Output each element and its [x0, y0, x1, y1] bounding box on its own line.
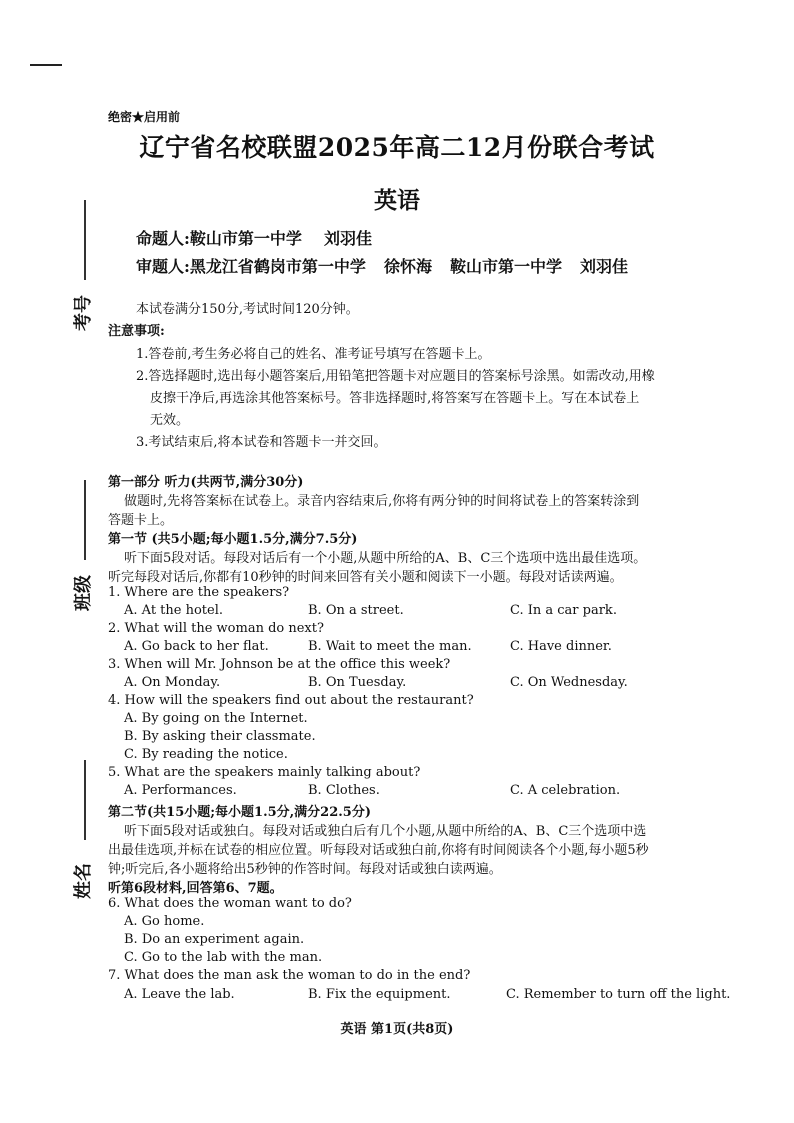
name-line	[84, 760, 86, 840]
q7-option-c: C. Remember to turn off the light.	[506, 987, 731, 1002]
q4-option-c: C. By reading the notice.	[124, 747, 288, 762]
section2-desc-1: 听下面5段对话或独白。每段对话或独白后有几个小题,从题中所给的A、B、C三个选项中选	[124, 824, 647, 839]
reviewer-label: 审题人:	[136, 257, 190, 276]
class-label: 班级	[73, 575, 94, 611]
q6-option-a: A. Go home.	[124, 914, 205, 929]
q6-option-b: B. Do an experiment again.	[124, 932, 305, 947]
question-4: 4. How will the speakers find out about the restaurant?	[108, 693, 474, 708]
question-2: 2. What will the woman do next?	[108, 621, 324, 636]
section2-desc-2: 出最佳选项,并标在试卷的相应位置。听每段对话或独白前,你将有时间阅读各个小题,每小题5秒	[108, 843, 649, 858]
q6-option-c: C. Go to the lab with the man.	[124, 950, 323, 965]
page-footer: 英语 第1页(共8页)	[340, 1022, 454, 1037]
setter-name: 刘羽佳	[323, 229, 372, 248]
reviewer-school-1: 黑龙江省鹤岗市第一中学	[189, 257, 366, 276]
q2-option-b: B. Wait to meet the man.	[308, 639, 472, 654]
section2-desc-3: 钟;听完后,各小题将给出5秒钟的作答时间。每段对话或独白读两遍。	[108, 862, 502, 877]
q3-option-c: C. On Wednesday.	[510, 675, 628, 690]
q5-option-b: B. Clothes.	[308, 783, 380, 798]
q4-option-b: B. By asking their classmate.	[124, 729, 316, 744]
name-label: 姓名	[73, 863, 94, 899]
section1-title: 第一节 (共5小题;每小题1.5分,满分7.5分)	[108, 532, 358, 547]
class-line	[84, 480, 86, 560]
section1-desc-1: 听下面5段对话。每段对话后有一个小题,从题中所给的A、B、C三个选项中选出最佳选项。	[124, 551, 647, 566]
exam-subject: 英语	[374, 187, 420, 214]
question-5: 5. What are the speakers mainly talking about?	[108, 765, 421, 780]
part1-desc-1: 做题时,先将答案标在试卷上。录音内容结束后,你将有两分钟的时间将试卷上的答案转涂到	[124, 494, 640, 509]
exam-title: 辽宁省名校联盟2025年高二12月份联合考试	[139, 133, 655, 162]
reviewer-line	[136, 254, 628, 277]
note-1: 1.答卷前,考生务必将自己的姓名、准考证号填写在答题卡上。	[136, 347, 491, 362]
scan-mark	[30, 64, 62, 66]
setter-label: 命题人:	[136, 229, 190, 248]
q3-option-a: A. On Monday.	[124, 675, 221, 690]
exam-no-label: 考号	[73, 295, 94, 331]
note-3: 3.考试结束后,将本试卷和答题卡一并交回。	[136, 435, 387, 450]
question-7: 7. What does the man ask the woman to do in the end?	[108, 968, 471, 983]
reviewer-name-2: 刘羽佳	[579, 257, 628, 276]
secret-label: 绝密★启用前	[108, 110, 181, 124]
q4-option-a: A. By going on the Internet.	[124, 711, 308, 726]
q3-option-b: B. On Tuesday.	[308, 675, 407, 690]
note-2-line-2: 皮擦干净后,再选涂其他答案标号。答非选择题时,将答案写在答题卡上。写在本试卷上	[150, 391, 640, 406]
q1-option-c: C. In a car park.	[510, 603, 617, 618]
part1-title: 第一部分 听力(共两节,满分30分)	[108, 475, 304, 490]
note-2-line-1: 2.答选择题时,选出每小题答案后,用铅笔把答题卡对应题目的答案标号涂黑。如需改动,用橡	[136, 369, 655, 384]
question-6: 6. What does the woman want to do?	[108, 896, 352, 911]
notes-title: 注意事项:	[108, 324, 165, 339]
exam-no-line	[84, 200, 86, 280]
q5-option-a: A. Performances.	[124, 783, 237, 798]
q5-option-c: C. A celebration.	[510, 783, 621, 798]
section2-desc-4: 听第6段材料,回答第6、7题。	[108, 881, 283, 896]
section1-desc-2: 听完每段对话后,你都有10秒钟的时间来回答有关小题和阅读下一小题。每段对话读两遍。	[108, 570, 623, 585]
part1-desc-2: 答题卡上。	[108, 513, 174, 528]
setter-school: 鞍山市第一中学	[189, 229, 302, 248]
q2-option-c: C. Have dinner.	[510, 639, 612, 654]
question-1: 1. Where are the speakers?	[108, 585, 290, 600]
q1-option-b: B. On a street.	[308, 603, 404, 618]
score-time: 本试卷满分150分,考试时间120分钟。	[136, 302, 359, 317]
q1-option-a: A. At the hotel.	[124, 603, 223, 618]
reviewer-name-1: 徐怀海	[383, 257, 432, 276]
q7-option-b: B. Fix the equipment.	[308, 987, 451, 1002]
question-3: 3. When will Mr. Johnson be at the office this week?	[108, 657, 451, 672]
q2-option-a: A. Go back to her flat.	[124, 639, 269, 654]
q7-option-a: A. Leave the lab.	[124, 987, 235, 1002]
note-2-line-3: 无效。	[150, 413, 190, 428]
section2-title: 第二节(共15小题;每小题1.5分,满分22.5分)	[108, 805, 371, 820]
setter-line	[136, 226, 372, 249]
reviewer-school-2: 鞍山市第一中学	[449, 257, 562, 276]
